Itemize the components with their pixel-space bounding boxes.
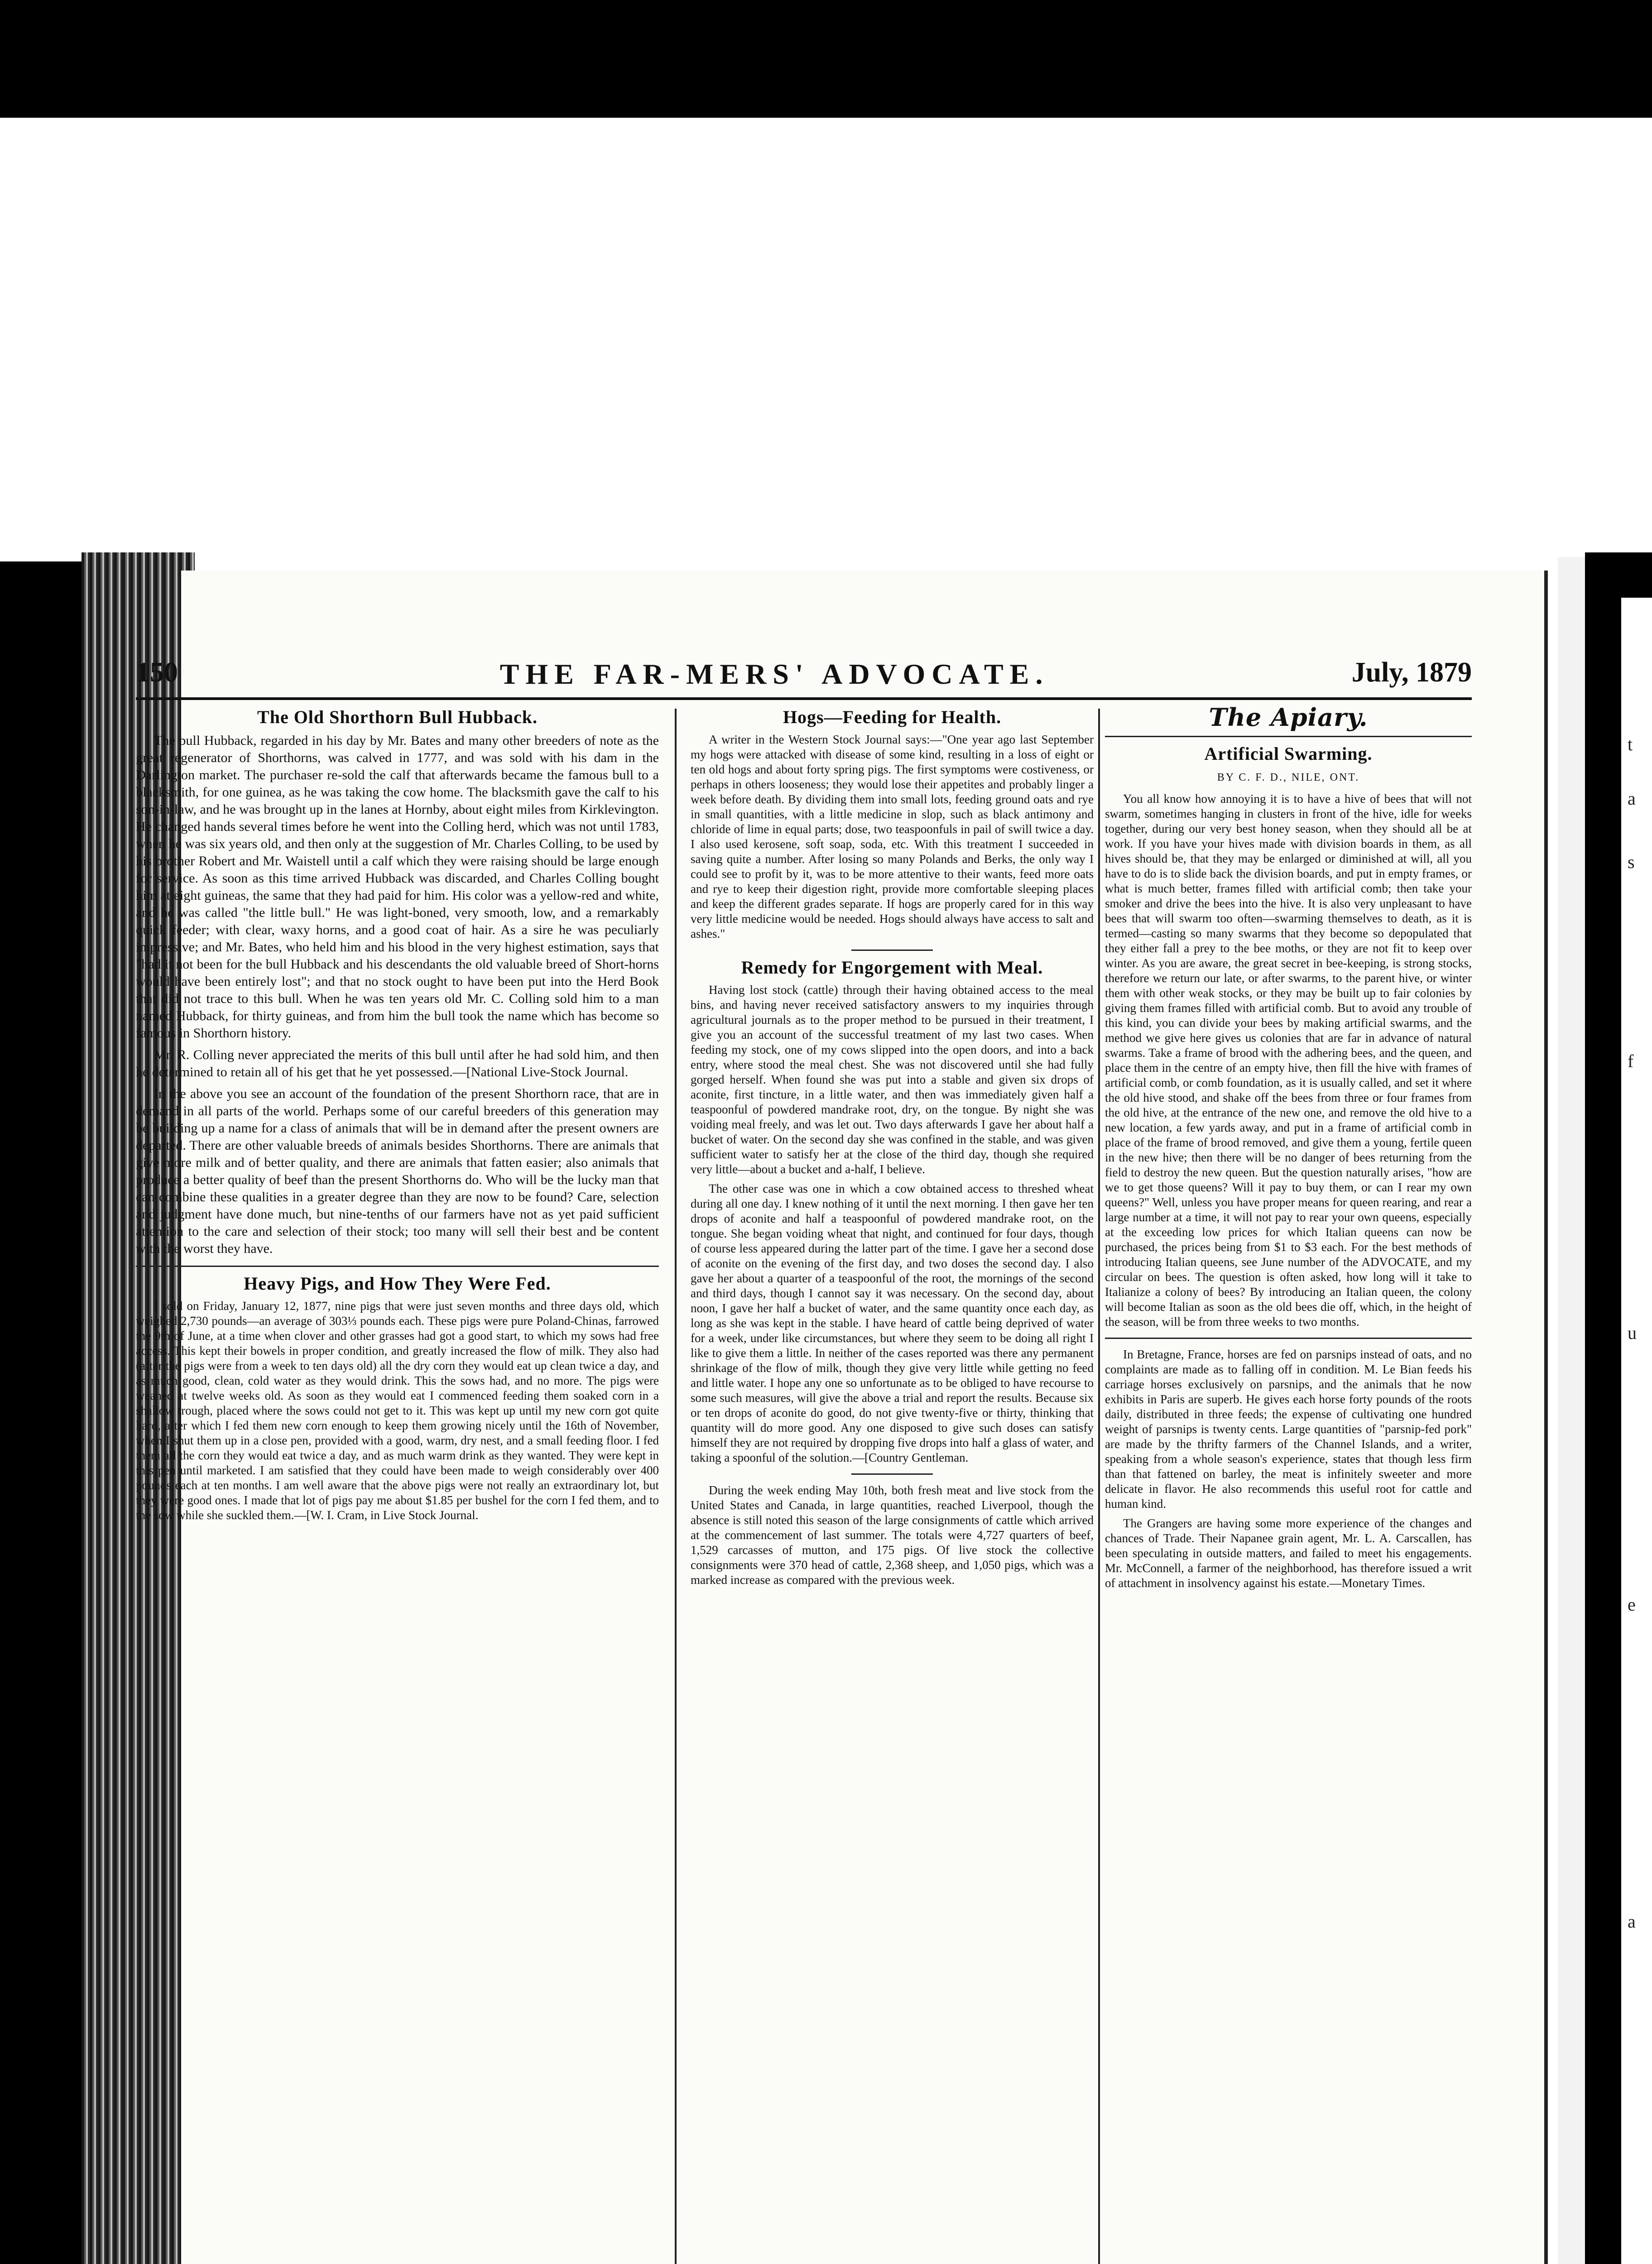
department-title: The Apiary.	[1209, 703, 1368, 732]
right-margin	[1558, 557, 1585, 2264]
page-header	[136, 657, 1472, 693]
masthead-title: THE FAR-MERS' ADVOCATE.	[499, 658, 1049, 690]
page-number: 150	[136, 657, 178, 688]
article-paragraph: I sold on Friday, January 12, 1877, nine pigs that were just seven months and three days old, which weighed 2,730 pounds—an average of 303⅓ pounds each. These pigs were pure Poland-Chinas, farrowed the 9th of June, at a time when clover and other grasses had got a good start, to which my sows had free access. This kept their bowels in proper condition, and greatly increased the flow of milk. They also had (after the pigs were from a week to ten days old) all the dry corn they would eat up clean twice a day, and as much good, clean, cold water as they would drink. This the sows had, and no more. The pigs were weaned at twelve weeks old. As soon as they would eat I commenced feeding them soaked corn in a shallow trough, placed where the sows could not get to it. This was kept up until my new corn got quite hard, after which I fed them new corn enough to keep them growing nicely until the 16th of November, when I shut them up in a close pen, provided with a good, warm, dry nest, and a small feeding floor. I fed them all the corn they would eat twice a day, and as much warm drink as they wanted. They were kept in this pen until marketed. I am satisfied that they could have been made to weigh considerably over 400 pounds each at ten months. I am well aware that the above pigs were not really an extraordinary lot, but they were good ones. I made that lot of pigs pay me about $1.85 per bushel for the corn I fed them, and to the sow while she suckled them.—[W. I. Cram, in Live Stock Journal.	[136, 1299, 659, 1522]
article-paragraph: A writer in the Western Stock Journal says:—"One year ago last September my hogs were attacked with disease of some kind, resulting in a loss of eight or ten old hogs and about forty spring pigs. The first symptoms were costiveness, or perhaps in others looseness; they would lose their appetites and probably linger a week before death. By dividing them into small lots, feeding ground oats and rye in small quantities, with a little medicine in slop, such as black antimony and chloride of lime in equal parts; dose, two teaspoonfuls in pail of swill twice a day. I also used kerosene, soft soap, soda, etc. With this treatment I succeeded in saving quite a number. After losing so many Polands and Berks, the only way I could see to profit by it, was to be more attentive to their wants, feed more oats and rye to keep their digestion right, provide more comfortable sleeping places and keep the different grades separate. If hogs are properly cared for in this way very little medicine would be needed. Hogs should always have access to salt and ashes."	[691, 733, 1094, 940]
column-left	[136, 709, 659, 1527]
stub-letter: e	[1628, 1594, 1636, 1615]
article-paragraph: The other case was one in which a cow obtained access to threshed wheat during all one day. I knew nothing of it until the next morning. I then gave her ten drops of aconite and half a teaspoonful of powdered mandrake root, on the tongue. She began voiding wheat that night, and continued for four days, though of course less appeared during the latter part of the time. I gave her a second dose of aconite on the evening of the first day, and two doses the second day. I also gave her about a quarter of a teaspoonful of the root, the mornings of the second and third days, though I cannot say it was necessary. On the second day, about noon, I gave her half a bucket of water, and the same quantity once each day, as long as she was kept in the stable. I have heard of cattle being deprived of water for a week, under like circumstances, but where they seem to be doing all right I like to give them a little. In neither of the cases reported was there any permanent shrinkage of the flow of milk, though they give very little while getting no feed and little water. I hope any one so unfortunate as to be obliged to have recourse to some such measures, will give the above a trial and report the results. Because six or ten drops of aconite do good, do not give twenty-five or thirty, thinking that quantity will do more good. Any one disposed to give such doses can satisfy himself they are not required by dropping five drops into half a glass of water, and taking a spoonful of the solution.—[Country Gentleman.	[691, 1182, 1094, 1464]
article-paragraph: The Grangers are having some more experience of the changes and chances of Trade. Their Napanee grain agent, Mr. L. A. Carscallen, has been speculating in outside matters, and failed to meet his engagements. Mr. McConnell, a farmer of the neighborhood, has therefore issued a writ of attachment in insolvency against his estate.—Monetary Times.	[1105, 1516, 1472, 1590]
article-paragraph: In Bretagne, France, horses are fed on parsnips instead of oats, and no complaints are made as to falling off in condition. M. Le Bian feeds his carriage horses exclusively on parsnips, and the animals that he now exhibits in Paris are superb. He gives each horse forty pounds of the roots daily, distributed in three feeds; the expense of cultivating one hundred weight of parsnips is twenty cents. Large quantities of "parsnip-fed pork" are made by the thrifty farmers of the Channel Islands, and a writer, speaking from a whole season's experience, states that though less firm than that fattened on barley, the meat is infinitely sweeter and more delicate in flavor. He also recommends this useful root for cattle and human kind.	[1105, 1348, 1472, 1511]
stub-letter: a	[1628, 1911, 1636, 1932]
article-title: Hogs—Feeding for Health.	[783, 707, 1002, 727]
column-divider	[675, 709, 677, 2264]
stub-letter: a	[1628, 788, 1636, 809]
article-title: The Old Shorthorn Bull Hubback.	[257, 707, 538, 727]
article-divider	[1105, 1338, 1472, 1339]
article-paragraph: The bull Hubback, regarded in his day by Mr. Bates and many other breeders of note as the great regenerator of Shorthorns, was calved in 1777, and was sold with his dam in the Darlington market. The purchaser re-sold the calf that afterwards became the famous bull to a blacksmith, for one guinea, as he was taking the cow home. The blacksmith gave the calf to his son-in-law, and he was brought up in the lanes at Hornby, about eight miles from Kirklevington. He changed hands several times before he went into the Colling herd, which was not until 1783, when he was six years old, and then only at the suggestion of Mr. Charles Colling, to be used by his brother Robert and Mr. Waistell until a calf which they were raising should be large enough for service. As soon as this time arrived Hubback was discarded, and Charles Colling bought him at eight guineas, the same that they had paid for him. His color was a yellow-red and white, and he was called "the little bull." He was light-boned, very smooth, low, and a remarkably quick feeder; with clear, waxy horns, and a good coat of hair. As a sire he was peculiarly impressive; and Mr. Bates, who held him and his blood in the very highest estimation, says that "had it not been for the bull Hubback and his descendants the old valuable breed of Short-horns would have been entirely lost"; and that no stock ought to have been put into the Herd Book that did not trace to this bull. When he was ten years old Mr. C. Colling sold him to a man named Hubback, for thirty guineas, and from him the bull took the name which has become so famous in Shorthorn history.	[136, 733, 659, 1041]
column-divider	[1098, 709, 1100, 2264]
article-paragraph: You all know how annoying it is to have a hive of bees that will not swarm, sometimes hanging in clusters in front of the hive, idle for weeks together, during our very best honey season, when they should all be at work. If you have your hives made with division boards in them, as all hives should be, that they may be enlarged or diminished at will, all you have to do is to slide back the division boards, and put in empty frames, or what is much better, frames filled with artificial comb; then take your smoker and drive the bees into the hive. It is also very unpleasant to have bees that will swarm too often—swarming themselves to death, as it is termed—casting so many swarms that they become so depopulated that they either fall a prey to the bee moths, or they are not fit to keep over winter. As you are aware, the great secret in bee-keeping, is strong stocks, therefore we return our late, or after swarms, to the parent hive, or winter them with other weak stocks, or they may be built up to fair colonies by giving them frames filled with artificial comb. But to avoid any trouble of this kind, you can divide your bees by making artificial swarms, and the method we give here gives us colonies that are far in advance of natural swarms. Take a frame of brood with the adhering bees, and the queen, and place them in the centre of an empty hive, then fill the hive with frames of artificial comb, or comb foundation, as it is usually called, and set it where the old hive stood, and shake off the bees from three or four frames from the old hive, at the entrance of the new one, and remove the old hive to a new location, a few yards away, and put in a frame of artificial comb in place of the frame of brood removed, and give them a young, fertile queen in the new hive; then there will be no danger of bees returning from the field to destroy the new queen. But the question naturally arises, "how are we to get those queens? Will it pay to buy them, or can I rear my own queens?" Well, unless you have proper means for queen rearing, and rear a large number at a time, it will not pay to rear your own queens, especially at the exceeding low prices for which Italian queens can now be purchased, the prices being from $1 to $3 each. For the best methods of introducing Italian queens, see June number of the ADVOCATE, and my circular on bees. The question is often asked, how long will it take to Italianize a colony of bees? By introducing an Italian queen, the colony will become Italian as soon as the old bees die off, which, in the height of the season, will be from three weeks to two months.	[1105, 792, 1472, 1329]
header-rule	[136, 697, 1472, 700]
article-title: Remedy for Engorgement with Meal.	[741, 957, 1043, 978]
article-divider	[851, 950, 933, 951]
department-rule	[1105, 736, 1472, 737]
issue-date: July, 1879	[1351, 657, 1472, 688]
article-divider	[136, 1266, 659, 1267]
stub-letter: s	[1628, 852, 1635, 872]
column-right	[1105, 703, 1472, 1595]
left-shadow	[0, 561, 86, 2264]
stub-letter: t	[1628, 734, 1633, 754]
article-title: Artificial Swarming.	[1204, 743, 1373, 764]
column-middle	[691, 709, 1094, 1592]
article-paragraph: Mr. R. Colling never appreciated the merits of this bull until after he had sold him, and then he determined to retain all of his get that he yet possessed.—[National Live-Stock Journal.	[136, 1047, 659, 1079]
article-paragraph: In the above you see an account of the foundation of the present Shorthorn race, that are in demand in all parts of the world. Perhaps some of our careful breeders of this generation may be building up a name for a class of animals that will be in demand after the present owners are departed. There are other valuable breeds of animals besides Shorthorns. There are animals that give more milk and of better quality, and there are animals that fatten easier; also animals that produce a better quality of beef than the present Shorthorns do. Who will be the lucky man that can combine these qualities in a greater degree than they are now to be found? Care, selection and judgment have done much, but nine-tenths of our farmers have not as yet paid sufficient attention to the care and selection of their stock; too many will sell their best and be content with the worst they have.	[136, 1086, 659, 1256]
article-paragraph: During the week ending May 10th, both fresh meat and live stock from the United States and Canada, in large quantities, reached Liverpool, though the absence is still noted this season of the large consignments of cattle which arrived at the commencement of last summer. The totals were 4,727 quarters of beef, 1,529 carcasses of mutton, and 175 pigs. Of live stock the collective consignments were 370 head of cattle, 2,368 sheep, and 1,050 pigs, which was a marked increase as compared with the previous week.	[691, 1483, 1094, 1587]
article-paragraph: Having lost stock (cattle) through their having obtained access to the meal bins, and having never received satisfactory answers to my inquiries through agricultural journals as to the proper method to be pursued in their treatment, I give you an account of the successful treatment of my last two cases. When feeding my stock, one of my cows slipped into the open doors, and into a back entry, where stood the meal chest. She was not discovered until she had fully gorged herself. When found she was put into a stable and given six drops of aconite, first tincture, in a little water, and then was immediately given half a teaspoonful of powdered mandrake root, dry, on the tongue. By night she was voiding meal freely, and was let out. Two days afterwards I gave her about half a bucket of water. On the second day she was confined in the stable, and was given sufficient water to satisfy her at the close of the third day, though she required very little—about a bucket and a-half, I believe.	[691, 983, 1094, 1176]
stub-letter: u	[1628, 1323, 1637, 1343]
stub-letter: f	[1628, 1051, 1634, 1071]
article-byline: BY C. F. D., NILE, ONT.	[1217, 772, 1360, 783]
article-divider	[851, 1473, 933, 1475]
adjacent-page-stub	[1621, 598, 1652, 2264]
article-title: Heavy Pigs, and How They Were Fed.	[244, 1273, 551, 1294]
